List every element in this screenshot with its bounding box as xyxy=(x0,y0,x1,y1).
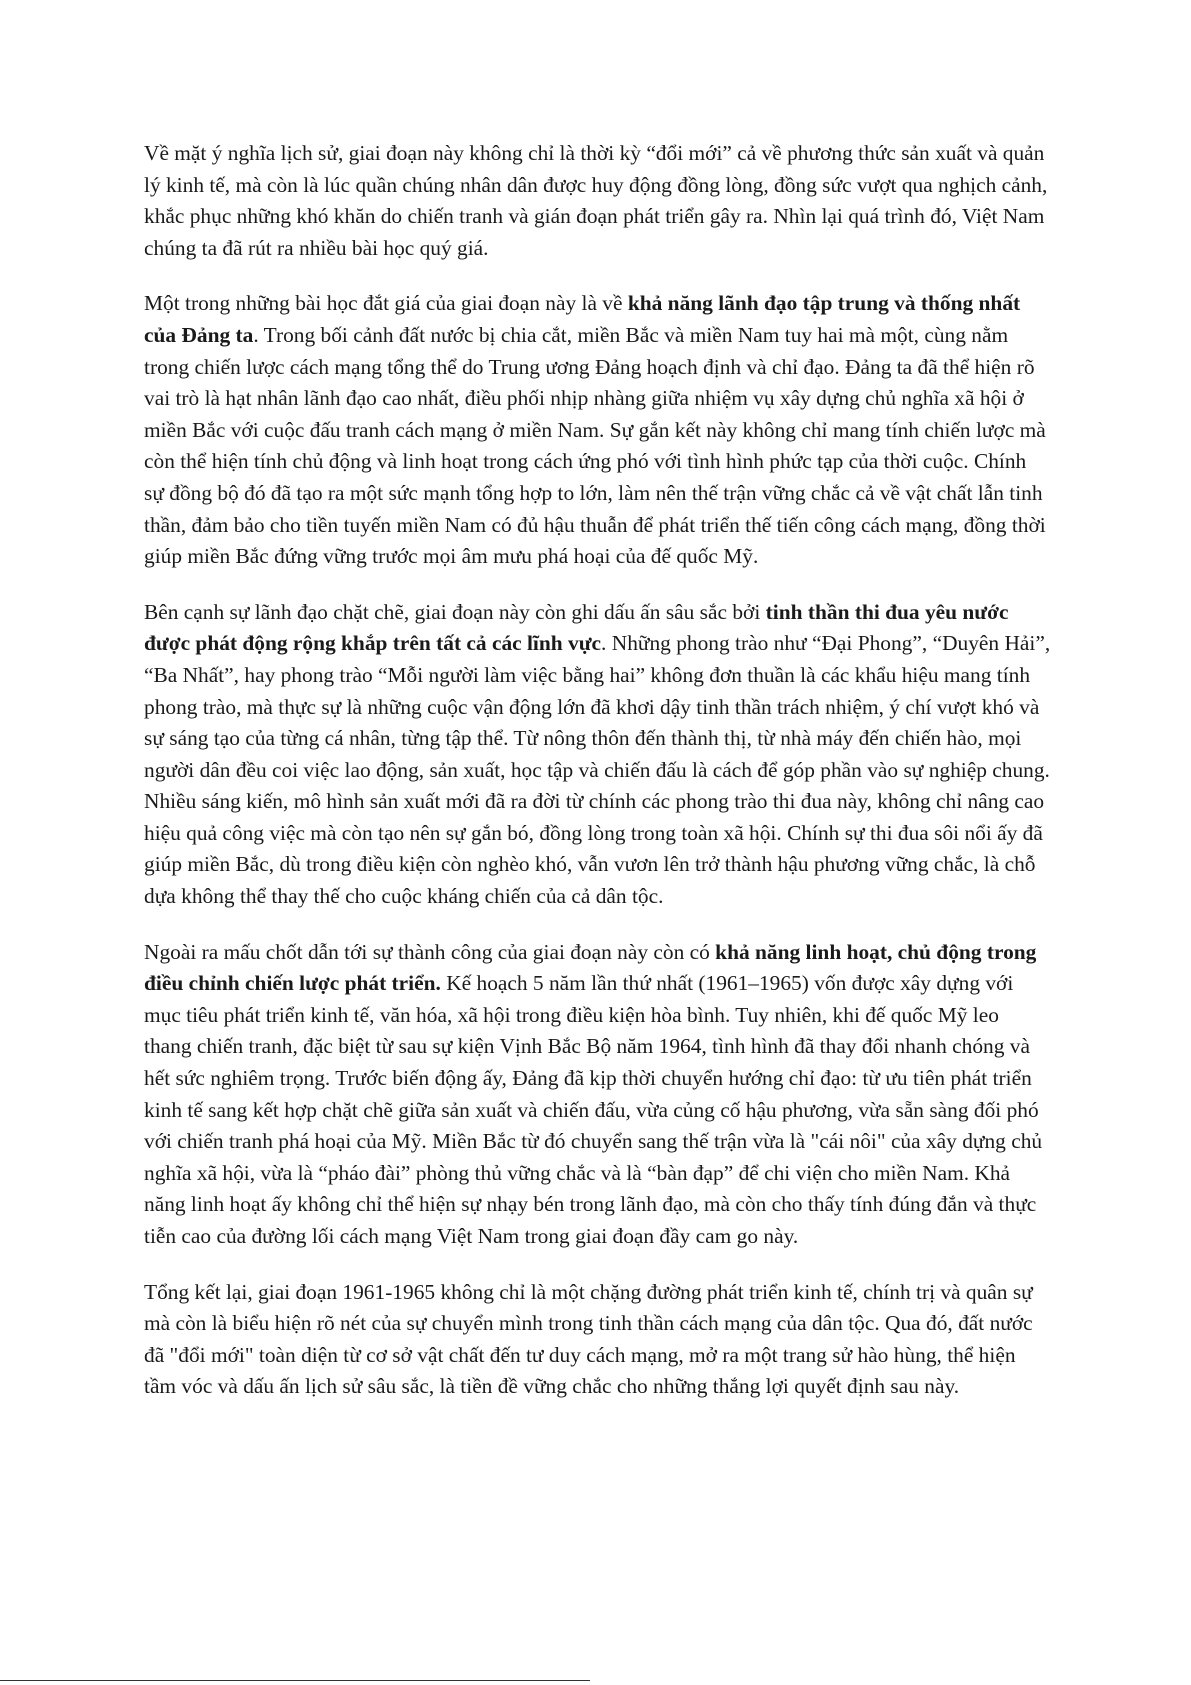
paragraph-text: . Những phong trào như “Đại Phong”, “Duyên Hải”, “Ba Nhất”, hay phong trào “Mỗi người làm việc bằng hai” không đơn thuần là các khẩu hiệu mang tính phong trào, mà thực sự là những cuộc vận động lớn đã khơi dậy tinh thần trách nhiệm, ý chí vượt khó và sự sáng tạo của từng cá nhân, từng tập thể. Từ nông thôn đến thành thị, từ nhà máy đến chiến hào, mọi người dân đều coi việc lao động, sản xuất, học tập và chiến đấu là cách để góp phần vào sự nghiệp chung. Nhiều sáng kiến, mô hình sản xuất mới đã ra đời từ chính các phong trào thi đua này, không chỉ nâng cao hiệu quả công việc mà còn tạo nên sự gắn bó, đồng lòng trong toàn xã hội. Chính sự thi đua sôi nổi ấy đã giúp miền Bắc, dù trong điều kiện còn nghèo khó, vẫn vươn lên trở thành hậu phương vững chắc, là chỗ dựa không thể thay thế cho cuộc kháng chiến của cả dân tộc. xyxy=(144,631,1051,909)
emphasis-text: khả năng linh hoạt, chủ động trong điều chỉnh chiến lược phát triển. xyxy=(144,939,1037,996)
paragraph-text: Ngoài ra mấu chốt dẫn tới sự thành công của giai đoạn này còn có xyxy=(144,939,716,964)
paragraph-text: Tổng kết lại, giai đoạn 1961-1965 không chỉ là một chặng đường phát triển kinh tế, chính trị và quân sự mà còn là biểu hiện rõ nét của sự chuyển mình trong tinh thần cách mạng của dân tộc. Qua đó, đất nước đã "đổi mới" toàn diện từ cơ sở vật chất đến tư duy cách mạng, mở ra một trang sử hào hùng, thể hiện tầm vóc và dấu ấn lịch sử sâu sắc, là tiền đề vững chắc cho những thắng lợi quyết định sau này. xyxy=(144,1279,1033,1399)
paragraph-text: Một trong những bài học đắt giá của giai đoạn này là về xyxy=(144,291,628,316)
paragraph-conclusion xyxy=(144,1277,1051,1403)
paragraph-text: Về mặt ý nghĩa lịch sử, giai đoạn này không chỉ là thời kỳ “đổi mới” cả về phương thức sản xuất và quản lý kinh tế, mà còn là lúc quần chúng nhân dân được huy động đồng lòng, đồng sức vượt qua nghịch cảnh, khắc phục những khó khăn do chiến tranh và gián đoạn phát triển gây ra. Nhìn lại quá trình đó, Việt Nam chúng ta đã rút ra nhiều bài học quý giá. xyxy=(144,141,1048,260)
footnote-separator xyxy=(0,1680,590,1681)
document-body xyxy=(144,138,1051,1427)
paragraph-text: . Trong bối cảnh đất nước bị chia cắt, miền Bắc và miền Nam tuy hai mà một, cùng nằm trong chiến lược cách mạng tổng thể do Trung ương Đảng hoạch định và chỉ đạo. Đảng ta đã thể hiện rõ vai trò là hạt nhân lãnh đạo cao nhất, điều phối nhịp nhàng giữa nhiệm vụ xây dựng chủ nghĩa xã hội ở miền Bắc với cuộc đấu tranh cách mạng ở miền Nam. Sự gắn kết này không chỉ mang tính chiến lược mà còn thể hiện tính chủ động và linh hoạt trong cách ứng phó với tình hình phức tạp của thời cuộc. Chính sự đồng bộ đó đã tạo ra một sức mạnh tổng hợp to lớn, làm nên thế trận vững chắc cả về vật chất lẫn tinh thần, đảm bảo cho tiền tuyến miền Nam có đủ hậu thuẫn để phát triển thế tiến công cách mạng, đồng thời giúp miền Bắc đứng vững trước mọi âm mưu phá hoại của đế quốc Mỹ. xyxy=(144,322,1046,569)
paragraph-text: Kế hoạch 5 năm lần thứ nhất (1961–1965) vốn được xây dựng với mục tiêu phát triển kinh tế, văn hóa, xã hội trong điều kiện hòa bình. Tuy nhiên, khi đế quốc Mỹ leo thang chiến tranh, đặc biệt từ sau sự kiện Vịnh Bắc Bộ năm 1964, tình hình đã thay đổi nhanh chóng và hết sức nghiêm trọng. Trước biến động ấy, Đảng đã kịp thời chuyển hướng chỉ đạo: từ ưu tiên phát triển kinh tế sang kết hợp chặt chẽ giữa sản xuất và chiến đấu, vừa củng cố hậu phương, vừa sẵn sàng đối phó với chiến tranh phá hoại của Mỹ. Miền Bắc từ đó chuyển sang thế trận vừa là "cái nôi" của xây dựng chủ nghĩa xã hội, vừa là “pháo đài” phòng thủ vững chắc và là “bàn đạp” để chi viện cho miền Nam. Khả năng linh hoạt ấy không chỉ thể hiện sự nhạy bén trong lãnh đạo, mà còn cho thấy tính đúng đắn và thực tiễn cao của đường lối cách mạng Việt Nam trong giai đoạn đầy cam go này. xyxy=(144,971,1043,1248)
paragraph-patriotic-emulation xyxy=(144,597,1051,913)
paragraph-strategic-flexibility xyxy=(144,937,1051,1253)
emphasis-text: khả năng lãnh đạo tập trung và thống nhất của Đảng ta xyxy=(144,291,1021,347)
emphasis-text: tinh thần thi đua yêu nước được phát động rộng khắp trên tất cả các lĩnh vực xyxy=(144,599,1009,656)
paragraph-historical-significance xyxy=(144,138,1051,264)
paragraph-text: Bên cạnh sự lãnh đạo chặt chẽ, giai đoạn này còn ghi dấu ấn sâu sắc bởi xyxy=(144,599,766,624)
paragraph-party-leadership xyxy=(144,288,1051,572)
